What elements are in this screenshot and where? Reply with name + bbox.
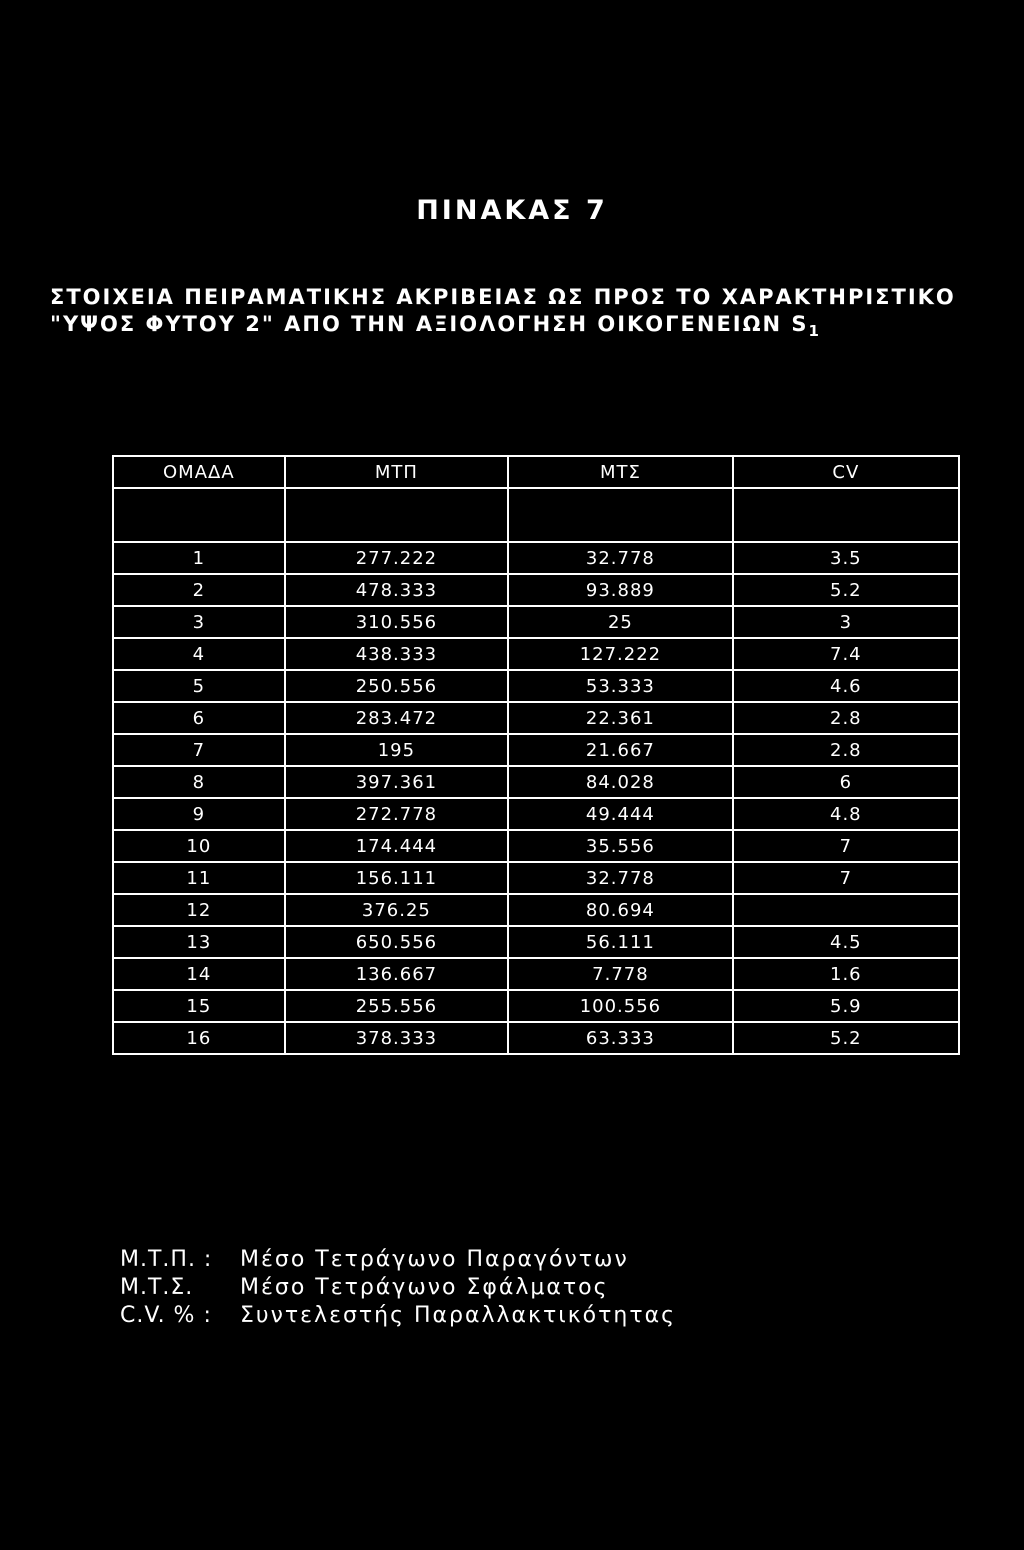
table-row — [113, 670, 959, 702]
table-body — [113, 488, 959, 1054]
cell-mts: 63.333 — [508, 1022, 733, 1054]
legend — [120, 1246, 676, 1330]
cell-mts: 22.361 — [508, 702, 733, 734]
table-row — [113, 1022, 959, 1054]
legend-definition: Συντελεστής Παραλλακτικότητας — [240, 1303, 676, 1328]
header-group: ΟΜΑΔΑ — [113, 456, 285, 488]
cell-mtp: 272.778 — [285, 798, 509, 830]
cell-mtp: 378.333 — [285, 1022, 509, 1054]
cell-mtp: 397.361 — [285, 766, 509, 798]
cell-mts: 49.444 — [508, 798, 733, 830]
cell-mtp: 438.333 — [285, 638, 509, 670]
cell-cv: 7 — [733, 862, 959, 894]
cell-mts: 25 — [508, 606, 733, 638]
legend-abbr: C.V. % : — [120, 1303, 212, 1328]
table-row — [113, 958, 959, 990]
legend-definition: Μέσο Τετράγωνο Παραγόντων — [240, 1247, 629, 1272]
cell-cv: 2.8 — [733, 702, 959, 734]
cell-cv: 3.5 — [733, 542, 959, 574]
table-row — [113, 702, 959, 734]
cell-group: 1 — [113, 542, 285, 574]
subtitle-line-2-text: "ΥΨΟΣ ΦΥΤΟΥ 2" ΑΠΟ ΤΗΝ ΑΞΙΟΛΟΓΗΣΗ ΟΙΚΟΓΕΝΕΙΩΝ S — [50, 312, 809, 336]
cell-group: 13 — [113, 926, 285, 958]
spacer-cell — [113, 488, 285, 542]
cell-group: 7 — [113, 734, 285, 766]
cell-group: 2 — [113, 574, 285, 606]
cell-cv: 4.5 — [733, 926, 959, 958]
cell-cv — [733, 894, 959, 926]
table-spacer-row — [113, 488, 959, 542]
table-title: ΠΙΝΑΚΑΣ 7 — [416, 195, 608, 226]
header-mtp: ΜΤΠ — [285, 456, 509, 488]
data-table — [112, 455, 960, 1055]
cell-mts: 84.028 — [508, 766, 733, 798]
spacer-cell — [733, 488, 959, 542]
cell-group: 10 — [113, 830, 285, 862]
cell-mtp: 195 — [285, 734, 509, 766]
cell-cv: 7 — [733, 830, 959, 862]
cell-mtp: 255.556 — [285, 990, 509, 1022]
table-row — [113, 798, 959, 830]
cell-mtp: 376.25 — [285, 894, 509, 926]
cell-cv: 1.6 — [733, 958, 959, 990]
cell-group: 6 — [113, 702, 285, 734]
cell-mts: 56.111 — [508, 926, 733, 958]
cell-mtp: 277.222 — [285, 542, 509, 574]
cell-mts: 100.556 — [508, 990, 733, 1022]
cell-mtp: 156.111 — [285, 862, 509, 894]
cell-group: 15 — [113, 990, 285, 1022]
cell-group: 14 — [113, 958, 285, 990]
cell-group: 12 — [113, 894, 285, 926]
cell-mts: 127.222 — [508, 638, 733, 670]
cell-cv: 5.2 — [733, 1022, 959, 1054]
cell-cv: 4.8 — [733, 798, 959, 830]
cell-cv: 6 — [733, 766, 959, 798]
table-row — [113, 542, 959, 574]
legend-abbr: Μ.Τ.Σ. — [120, 1275, 194, 1300]
cell-cv: 4.6 — [733, 670, 959, 702]
table-row — [113, 734, 959, 766]
table-row — [113, 830, 959, 862]
cell-cv: 3 — [733, 606, 959, 638]
legend-row — [120, 1246, 676, 1274]
cell-mtp: 174.444 — [285, 830, 509, 862]
table-row — [113, 894, 959, 926]
cell-group: 5 — [113, 670, 285, 702]
cell-group: 9 — [113, 798, 285, 830]
cell-mts: 21.667 — [508, 734, 733, 766]
legend-row — [120, 1302, 676, 1330]
cell-mts: 80.694 — [508, 894, 733, 926]
cell-cv: 7.4 — [733, 638, 959, 670]
cell-cv: 5.2 — [733, 574, 959, 606]
cell-group: 11 — [113, 862, 285, 894]
spacer-cell — [285, 488, 509, 542]
cell-mtp: 136.667 — [285, 958, 509, 990]
legend-row — [120, 1274, 676, 1302]
cell-mts: 32.778 — [508, 542, 733, 574]
cell-cv: 5.9 — [733, 990, 959, 1022]
cell-mtp: 250.556 — [285, 670, 509, 702]
table-row — [113, 574, 959, 606]
subtitle-line-2 — [50, 312, 821, 340]
table-row — [113, 606, 959, 638]
cell-group: 4 — [113, 638, 285, 670]
cell-mts: 53.333 — [508, 670, 733, 702]
cell-group: 3 — [113, 606, 285, 638]
data-table-container — [112, 455, 960, 1055]
table-row — [113, 862, 959, 894]
cell-mtp: 650.556 — [285, 926, 509, 958]
cell-mtp: 310.556 — [285, 606, 509, 638]
header-mts: ΜΤΣ — [508, 456, 733, 488]
cell-group: 16 — [113, 1022, 285, 1054]
cell-mts: 35.556 — [508, 830, 733, 862]
legend-abbr: Μ.Τ.Π. : — [120, 1247, 213, 1272]
cell-mts: 93.889 — [508, 574, 733, 606]
cell-mts: 32.778 — [508, 862, 733, 894]
table-row — [113, 926, 959, 958]
header-cv: CV — [733, 456, 959, 488]
cell-mtp: 283.472 — [285, 702, 509, 734]
subtitle-subscript: 1 — [808, 322, 821, 341]
cell-mts: 7.778 — [508, 958, 733, 990]
table-row — [113, 990, 959, 1022]
cell-group: 8 — [113, 766, 285, 798]
subtitle-line-1: ΣΤΟΙΧΕΙΑ ΠΕΙΡΑΜΑΤΙΚΗΣ ΑΚΡΙΒΕΙΑΣ ΩΣ ΠΡΟΣ ΤΟ ΧΑΡΑΚΤΗΡΙΣΤΙΚΟ — [50, 285, 956, 309]
table-row — [113, 766, 959, 798]
spacer-cell — [508, 488, 733, 542]
table-header-row — [113, 456, 959, 488]
cell-mtp: 478.333 — [285, 574, 509, 606]
cell-cv: 2.8 — [733, 734, 959, 766]
legend-definition: Μέσο Τετράγωνο Σφάλματος — [240, 1275, 609, 1300]
table-row — [113, 638, 959, 670]
